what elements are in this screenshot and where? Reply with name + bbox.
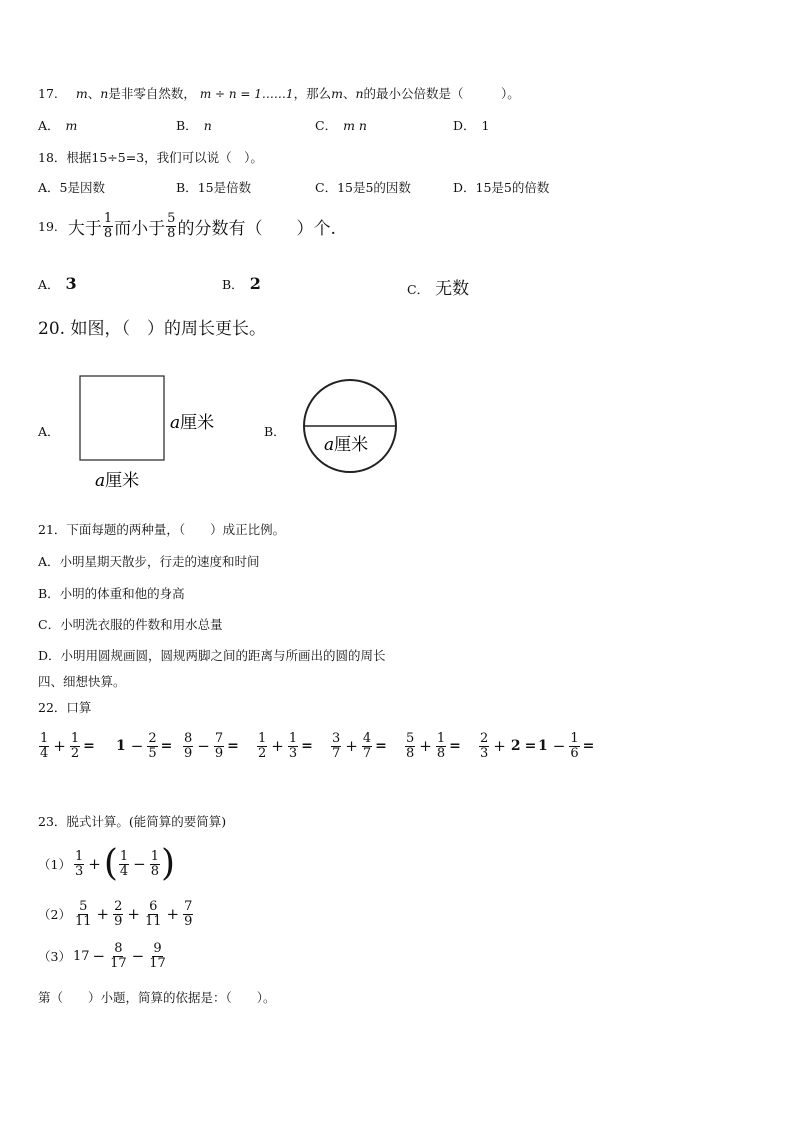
q19-option-a[interactable]: A． 3 (38, 274, 77, 293)
q17-option-c[interactable]: C． m n (315, 118, 367, 133)
q17-formula: m ÷ n = 1……1 (199, 87, 294, 101)
q19-fraction-high: $\frac{5}{8}$ (167, 211, 176, 241)
q23-stem: 23．脱式计算。(能简算的要简算) (38, 814, 227, 829)
q23-part-3: （3） 17 − $\frac{8}{17}$ − $\frac{9}{17}$ (38, 941, 166, 971)
q18-option-a[interactable]: A．5是因数 (38, 180, 105, 195)
q19-number: 19. (38, 218, 58, 234)
q22-stem: 22．口算 (38, 700, 92, 715)
q18-option-d[interactable]: D．15是5的倍数 (453, 180, 550, 195)
q23-part-1: （1） $\frac{1}{3}$ + ( $\frac{1}{4}$ − $\frac{1}{8}$ ) (38, 843, 176, 884)
square-shape (80, 376, 164, 460)
circle-figure (300, 376, 400, 476)
calc-item-3: $\frac{8}{9}$ − $\frac{7}{9}$ = (184, 731, 239, 761)
q17-number: 17. (38, 86, 58, 101)
q17-option-a[interactable]: A． m (38, 118, 78, 133)
q17-option-b[interactable]: B． n (176, 118, 212, 133)
q20-option-a[interactable]: A． (38, 424, 60, 439)
q19-option-b[interactable]: B． 2 (222, 274, 261, 293)
q18-option-b[interactable]: B．15是倍数 (176, 180, 252, 195)
q17-stem: 17. m、n是非零自然数， m ÷ n = 1……1，那么m、n的最小公倍数是（ ）。 (38, 86, 520, 101)
q17-option-d[interactable]: D． 1 (453, 118, 490, 133)
calc-item-6: $\frac{5}{8}$ + $\frac{1}{8}$ = (406, 731, 461, 761)
section-heading: 四、细想快算。 (38, 674, 126, 689)
q23-part-2: （2） $\frac{5}{11}$ + $\frac{2}{9}$ + $\frac{6}{11}$ + $\frac{7}{9}$ (38, 899, 193, 929)
q21-option-c[interactable]: C．小明洗衣服的件数和用水总量 (38, 617, 223, 632)
calc-item-8: 1 − $\frac{1}{6}$ = (538, 731, 595, 761)
circle-diameter-label: a厘米 (324, 435, 369, 455)
q23-footer: 第（ ）小题，简算的依据是：（ ）。 (38, 990, 276, 1005)
q18-option-c[interactable]: C．15是5的因数 (315, 180, 411, 195)
q19-fraction-low: $\frac{1}{8}$ (103, 211, 113, 241)
q19-option-c[interactable]: C． 无数 (407, 279, 470, 299)
q21-option-a[interactable]: A．小明星期天散步，行走的速度和时间 (38, 554, 260, 569)
q21-option-b[interactable]: B．小明的体重和他的身高 (38, 586, 185, 601)
q20-option-b[interactable]: B． (264, 424, 286, 439)
square-side-label-right: a厘米 (170, 413, 215, 433)
calc-item-7: $\frac{2}{3}$ + 2 = (480, 731, 537, 761)
q21-option-d[interactable]: D．小明用圆规画圆，圆规两脚之间的距离与所画出的圆的周长 (38, 648, 386, 663)
calc-item-2: 1 − $\frac{2}{5}$ = (116, 731, 173, 761)
calc-item-1: $\frac{1}{4}$ + $\frac{1}{2}$ = (40, 731, 95, 761)
square-figure (70, 368, 240, 494)
q21-stem: 21．下面每题的两种量，（ ）成正比例。 (38, 522, 286, 537)
q19-stem: 19. 大于 $\frac{1}{8}$ 而小于 $\frac{5}{8}$ 的分数有（ ）个. (38, 211, 336, 241)
calc-item-5: $\frac{3}{7}$ + $\frac{4}{7}$ = (332, 731, 387, 761)
q20-stem: 20. 如图，（ ）的周长更长。 (38, 319, 266, 339)
square-side-label-bottom: a厘米 (95, 471, 140, 491)
calc-item-4: $\frac{1}{2}$ + $\frac{1}{3}$ = (258, 731, 313, 761)
q18-stem: 18．根据15÷5=3，我们可以说（ ）。 (38, 150, 263, 165)
